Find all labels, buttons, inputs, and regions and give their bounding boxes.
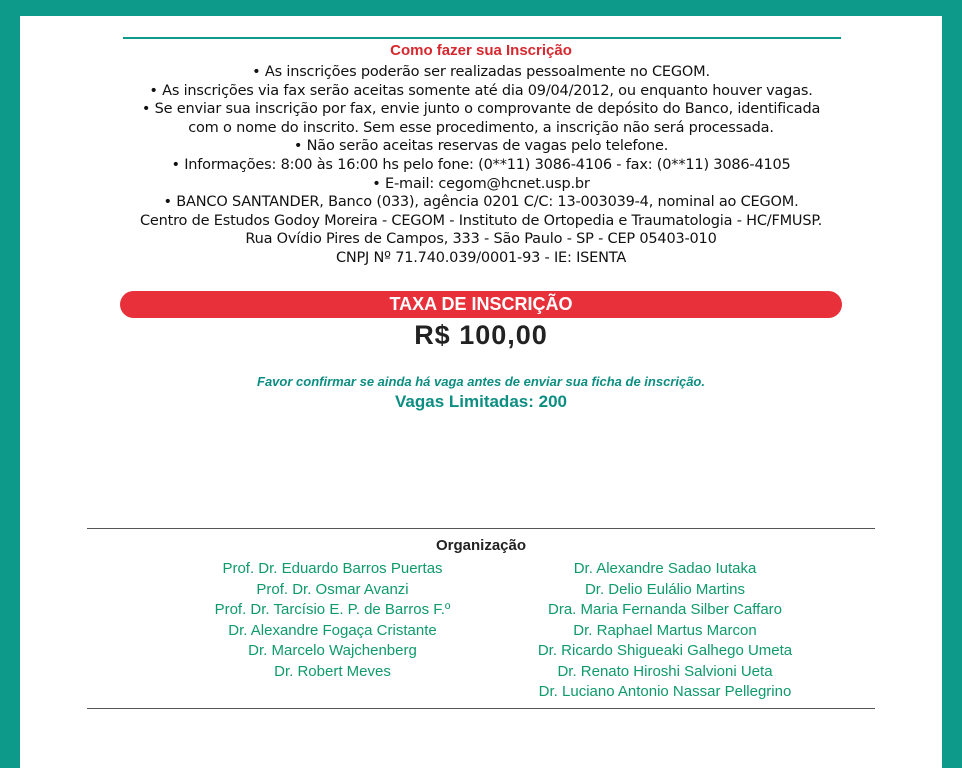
organizer-name: Dr. Marcelo Wajchenberg <box>248 642 417 659</box>
organizer-name: Dr. Raphael Martus Marcon <box>573 621 757 639</box>
organizers-left-column <box>170 559 495 682</box>
info-line: • Se enviar sua inscrição por fax, envie junto o comprovante de depósito do Banco, identificada <box>141 101 821 118</box>
info-line-address: Rua Ovídio Pires de Campos, 333 - São Paulo - SP - CEP 05403-010 <box>245 231 717 248</box>
fee-banner: TAXA DE INSCRIÇÃO <box>120 291 842 318</box>
registration-info <box>20 63 942 268</box>
organizer-name: Dr. Ricardo Shigueaki Galhego Umeta <box>537 642 793 659</box>
organization-divider-bottom <box>87 708 875 709</box>
info-line: • As inscrições poderão ser realizadas pessoalmente no CEGOM. <box>252 64 710 80</box>
organization-divider-top <box>87 528 875 529</box>
organizer-name: Prof. Dr. Tarcísio E. P. de Barros F.º <box>214 601 451 618</box>
fee-amount: R$ 100,00 <box>414 320 548 350</box>
organizers-right-column <box>495 559 835 703</box>
organizer-name: Dr. Alexandre Fogaça Cristante <box>228 621 437 639</box>
info-line: • Informações: 8:00 às 16:00 hs pelo fone: (0**11) 3086-4106 - fax: (0**11) 3086-4105 <box>171 156 791 173</box>
info-line: • Não serão aceitas reservas de vagas pelo telefone. <box>293 138 669 155</box>
info-line: com o nome do inscrito. Sem esse procedimento, a inscrição não será processada. <box>188 119 774 136</box>
organizer-name: Dr. Delio Eulálio Martins <box>584 580 746 598</box>
organizer-name: Dr. Luciano Antonio Nassar Pellegrino <box>538 683 792 700</box>
info-line-bank: • BANCO SANTANDER, Banco (033), agência 0201 C/C: 13-003039-4, nominal ao CEGOM. <box>163 194 799 211</box>
confirm-notice: Favor confirmar se ainda há vaga antes de enviar sua ficha de inscrição. <box>257 374 705 389</box>
document-page <box>20 16 942 768</box>
organizer-name: Dra. Maria Fernanda Silber Caffaro <box>548 601 782 618</box>
how-to-title: Como fazer sua Inscrição <box>390 42 572 59</box>
top-divider <box>123 37 841 39</box>
info-line: Centro de Estudos Godoy Moreira - CEGOM - Instituto de Ortopedia e Traumatologia - HC/FMUSP. <box>139 212 823 229</box>
organizer-name: Dr. Renato Hiroshi Salvioni Ueta <box>557 662 773 680</box>
organization-title: Organização <box>435 537 527 554</box>
organizer-name: Prof. Dr. Eduardo Barros Puertas <box>222 560 443 577</box>
info-line: CNPJ Nº 71.740.039/0001-93 - IE: ISENTA <box>335 249 627 266</box>
info-line: • As inscrições via fax serão aceitas somente até dia 09/04/2012, ou enquanto houver vagas. <box>149 82 813 99</box>
info-line-email: • E-mail: cegom@hcnet.usp.br <box>372 175 590 192</box>
organizer-name: Dr. Robert Meves <box>274 662 391 680</box>
limited-spots: Vagas Limitadas: 200 <box>395 392 567 411</box>
organizer-name: Prof. Dr. Osmar Avanzi <box>256 580 409 598</box>
organizer-name: Dr. Alexandre Sadao Iutaka <box>573 560 757 577</box>
